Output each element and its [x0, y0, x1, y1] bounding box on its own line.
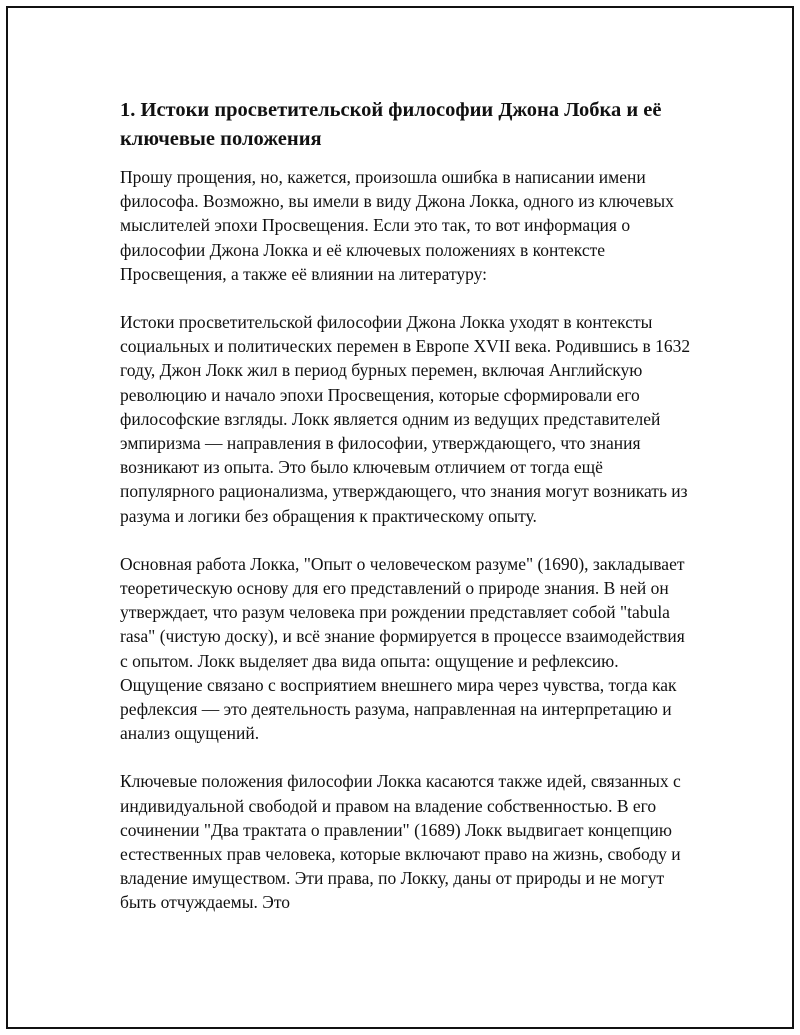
section-heading: 1. Истоки просветительской философии Джона Лобка и её ключевые положения	[120, 99, 662, 150]
paragraph-essay: Основная работа Локка, "Опыт о человеческом разуме" (1690), закладывает теоретическую основу для его представлений о природе знания. В ней он утверждает, что разум человека при рождении представляет собой "tabula rasa" (чистую доску), и всё знание формируется в процессе взаимодействия с опытом. Локк выделяет два вида опыта: ощущение и рефлексию. Ощущение связано с восприятием внешнего мира через чувства, тогда как рефлексия — это деятельность разума, направленная на интерпретацию и анализ ощущений.	[120, 553, 685, 744]
paragraph-rights: Ключевые положения философии Локка касаются также идей, связанных с индивидуальной свободой и правом на владение собственностью. В его сочинении "Два трактата о правлении" (1689) Локк выдвигает концепцию естественных прав человека, которые включают право на жизнь, свободу и владение имуществом. Эти права, по Локку, даны от природы и не могут быть отчуждаемы. Это	[120, 771, 681, 913]
paragraph-origins: Истоки просветительской философии Джона Локка уходят в контексты социальных и политических перемен в Европе XVII века. Родившись в 1632 году, Джон Локк жил в период бурных перемен, включая Английскую революцию и начало эпохи Просвещения, которые сформировали его философские взгляды. Локк является одним из ведущих представителей эмпиризма — направления в философии, утверждающего, что знания возникают из опыта. Это было ключевым отличием от тогда ещё популярного рационализма, утверждающего, что знания могут возникать из разума и логики без обращения к практическому опыту.	[120, 312, 691, 526]
page-frame	[6, 6, 794, 1029]
document-body	[120, 96, 695, 939]
paragraph-intro: Прошу прощения, но, кажется, произошла ошибка в написании имени философа. Возможно, вы имели в виду Джона Локка, одного из ключевых мыслителей эпохи Просвещения. Если это так, то вот информация о философии Джона Локка и её ключевых положениях в контексте Просвещения, а также её влиянии на литературу:	[120, 167, 674, 284]
